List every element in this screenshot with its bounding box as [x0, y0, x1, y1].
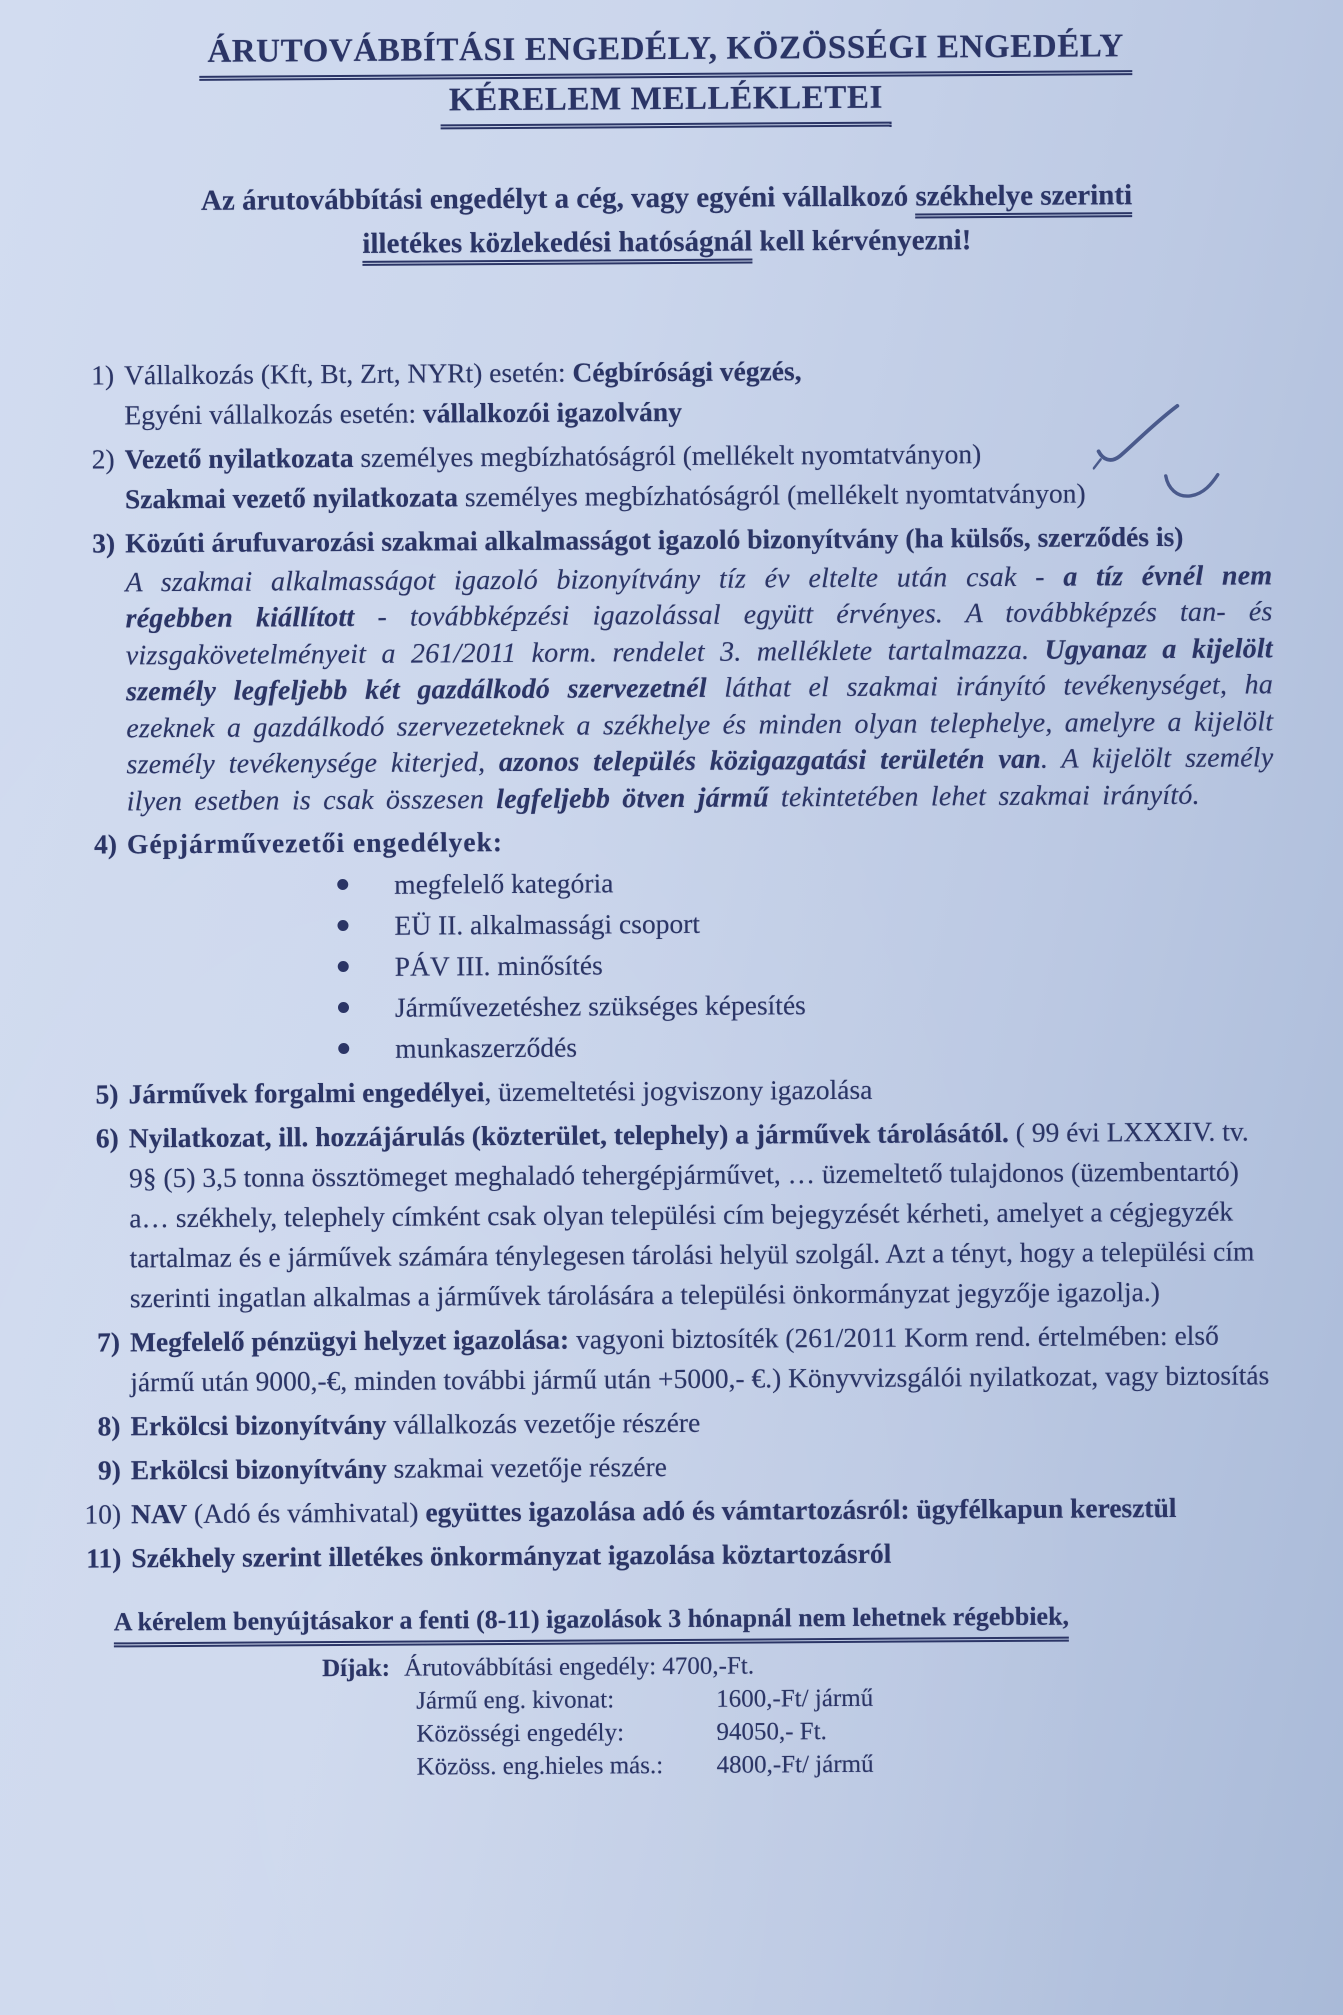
bullet-icon	[338, 1043, 349, 1054]
item8-text	[130, 1400, 1277, 1447]
fee-row-value: 4800,-Ft/ jármű	[716, 1751, 874, 1780]
item3-number: 3)	[92, 527, 116, 559]
fee-row-value: 94050,- Ft.	[716, 1718, 827, 1747]
item9-text	[131, 1444, 1278, 1491]
bullet-label: munkaszerződés	[395, 1031, 578, 1064]
item1-line1-bold: Cégbírósági végzés,	[572, 354, 802, 388]
list-item-6	[77, 1112, 1277, 1319]
item3-note-seg9: tekintetében lehet szakmai irányító.	[768, 779, 1200, 814]
item3-note-seg5: láthat el szakmai irányító tevékenységet, ha ezeknek a gazdálkodó szervezeteknek a székhelye és minden olyan telephelye, amelyre a kijelölt személy tevékenysége kiterjed,	[126, 669, 1274, 781]
item3-note-seg7: . A kijelölt személy ilyen esetben is csak összesen	[126, 742, 1274, 818]
item10-bold2: együttes igazolása adó és vámtartozásról: ügyfélkapun keresztül	[425, 1492, 1177, 1528]
handwritten-checkmark-icon	[1092, 401, 1184, 472]
item11-number: 11)	[86, 1542, 122, 1574]
item8-bold: Erkölcsi bizonyítvány	[130, 1409, 387, 1442]
title-line-1: ÁRUTOVÁBBÍTÁSI ENGEDÉLY, KÖZÖSSÉGI ENGEDÉLY	[199, 25, 1132, 81]
intro-line1-text: Az árutovábbítási engedélyt a cég, vagy egyéni vállalkozó	[200, 180, 916, 217]
intro-statement	[0, 172, 1338, 268]
item8-number: 8)	[97, 1410, 121, 1442]
item10-text	[131, 1488, 1278, 1535]
item5-bold: Járművek forgalmi engedélyei	[128, 1076, 485, 1110]
bullet-icon	[338, 1002, 349, 1013]
item3-heading: Közúti árufuvarozási szakmai alkalmasságot igazoló bizonyítvány (ha külsős, szerződés is)	[125, 520, 1184, 559]
list-item-10	[79, 1488, 1278, 1535]
fee-row-value: 1600,-Ft/ jármű	[716, 1685, 874, 1714]
item1-line1-plain: Vállalkozás (Kft, Bt, Zrt, NYRt) esetén:	[124, 356, 573, 391]
item4-heading: Gépjárművezetői engedélyek:	[126, 826, 504, 860]
item7-text	[130, 1316, 1277, 1403]
bullet-icon	[337, 879, 348, 890]
fees-block	[4, 1646, 1343, 1786]
bullet-item	[128, 982, 1275, 1030]
list-item-11	[79, 1532, 1278, 1579]
item2-number: 2)	[91, 443, 115, 475]
item2-line2-bold: Szakmai vezető nyilatkozata	[124, 481, 458, 515]
title-line-2: KÉRELEM MELLÉKLETEI	[441, 77, 891, 130]
item2-line2-plain: személyes megbízhatóságról (mellékelt nyomtatványon)	[457, 477, 1086, 513]
bullet-item	[127, 859, 1274, 907]
intro-line2-text: kell kérvényezni!	[752, 223, 972, 258]
item6-text	[129, 1112, 1277, 1319]
bullet-label: PÁV III. minősítés	[394, 949, 603, 982]
item6-plain: ( 99 évi LXXXIV. tv. 9§ (5) 3,5 tonna össztömeget meghaladó tehergépjárművet, … üzemeltető tulajdonos (üzembentartó) a… székhely, telephely címként csak olyan települési cím bejegyzését kérheti, amelyet a cégjegyzék tartalmaz és e járművek számára ténylegesen tárolási helyül szolgál. Azt a tényt, hogy a települési cím szerinti ingatlan alkalmas a járművek tárolására a települési önkormányzat jegyzője igazolja.)	[128, 1115, 1255, 1314]
validity-note: A kérelem benyújtásakor a fenti (8-11) igazolások 3 hónapnál nem lehetnek régebbiek,	[114, 1599, 1070, 1648]
attachment-list	[0, 348, 1343, 1580]
handwritten-curve-tick-icon	[1163, 473, 1221, 505]
item11-text	[131, 1532, 1278, 1579]
bullet-label: Járművezetéshez szükséges képesítés	[394, 989, 806, 1023]
item8-plain: vállalkozás vezetője részére	[386, 1407, 701, 1441]
fee-row-label: Közösségi engedély:	[416, 1719, 625, 1748]
item1-number: 1)	[91, 359, 115, 391]
list-item-9	[79, 1444, 1278, 1491]
item1-line2-plain: Egyéni vállalkozás esetén:	[124, 397, 424, 431]
item4-bullet-list	[127, 859, 1275, 1071]
item3-note-seg6-bold: azonos település közigazgatási területén van	[498, 744, 1042, 779]
item2-line1-plain: személyes megbízhatóságról (mellékelt nyomtatványon)	[353, 437, 982, 473]
item9-plain: szakmai vezetője részére	[386, 1451, 668, 1485]
item6-bold: Nyilatkozat, ill. hozzájárulás (közterület, telephely) a járművek tárolásától.	[128, 1117, 1009, 1154]
intro-line1-underlined: székhelye szerinti	[915, 179, 1132, 218]
item9-bold: Erkölcsi bizonyítvány	[130, 1453, 387, 1486]
list-item-8	[78, 1400, 1277, 1447]
item6-number: 6)	[95, 1122, 119, 1154]
item11-bold: Székhely szerint illetékes önkormányzat igazolása köztartozásról	[131, 1537, 892, 1574]
list-item-7	[78, 1316, 1277, 1403]
fee-row1-text: Árutovábbítási engedély: 4700,-Ft.	[404, 1652, 755, 1682]
item3-note-seg3: - továbbképzési igazolással együtt érvényes. A továbbképzés tan- és vizsgakövetelményeit a 261/2011 korm. rendelet 3. melléklete tartalmazza.	[125, 596, 1273, 672]
item5-text	[128, 1068, 1275, 1115]
fee-row-label: Közöss. eng.hieles más.:	[416, 1752, 664, 1781]
item7-plain: vagyoni biztosíték (261/2011 Korm rend. értelmében: első jármű után 9000,-€, minden további jármű után +5000,- €.) Könyvvizsgálói nyilatkozat, vagy biztosítás	[130, 1319, 1270, 1398]
bullet-item	[127, 900, 1274, 948]
item4-number: 4)	[93, 828, 118, 860]
item4-text	[127, 818, 1275, 1071]
item3-note-seg4-bold: Ugyanaz a kijelölt személy legfeljebb két gazdálkodó szervezetnél	[125, 633, 1273, 708]
item7-number: 7)	[97, 1326, 121, 1358]
item3-note-seg1: A szakmai alkalmasságot igazoló bizonyítvány tíz év eltelte után csak -	[125, 561, 1064, 599]
document-title	[0, 0, 1338, 132]
item5-plain: , üzemeltetési jogviszony igazolása	[484, 1074, 873, 1108]
item1-line2-bold: vállalkozói igazolvány	[422, 395, 682, 429]
item3-text	[125, 516, 1274, 821]
bullet-item	[128, 941, 1275, 989]
fee-row	[323, 1745, 1343, 1784]
bullet-icon	[337, 920, 348, 931]
item2-line1-bold: Vezető nyilatkozata	[124, 441, 354, 475]
item3-note-seg8-bold: legfeljebb ötven jármű	[496, 782, 769, 815]
item3-italic-note	[125, 558, 1274, 821]
bullet-label: megfelelő kategória	[394, 867, 614, 900]
list-item-3	[73, 516, 1274, 821]
item7-bold: Megfelelő pénzügyi helyzet igazolása:	[129, 1323, 570, 1358]
item5-number: 5)	[95, 1078, 119, 1110]
item3-note-seg2-bold: a tíz évnél nem régebben kiállított	[125, 560, 1273, 635]
bullet-label: EÜ II. alkalmassági csoport	[394, 908, 701, 941]
fees-label: Díjak:	[321, 1655, 391, 1683]
fee-row-label: Jármű eng. kivonat:	[416, 1686, 615, 1715]
item10-number: 10)	[84, 1498, 122, 1530]
bullet-icon	[338, 961, 349, 972]
list-item-4	[75, 818, 1275, 1071]
list-item-5	[76, 1068, 1275, 1115]
intro-line2-underlined: illetékes közlekedési hatóságnál	[362, 225, 752, 265]
bullet-item	[128, 1023, 1275, 1071]
item9-number: 9)	[97, 1454, 121, 1486]
item10-bold1: NAV	[130, 1498, 188, 1530]
item10-plain: (Adó és vámhivatal)	[187, 1496, 426, 1530]
